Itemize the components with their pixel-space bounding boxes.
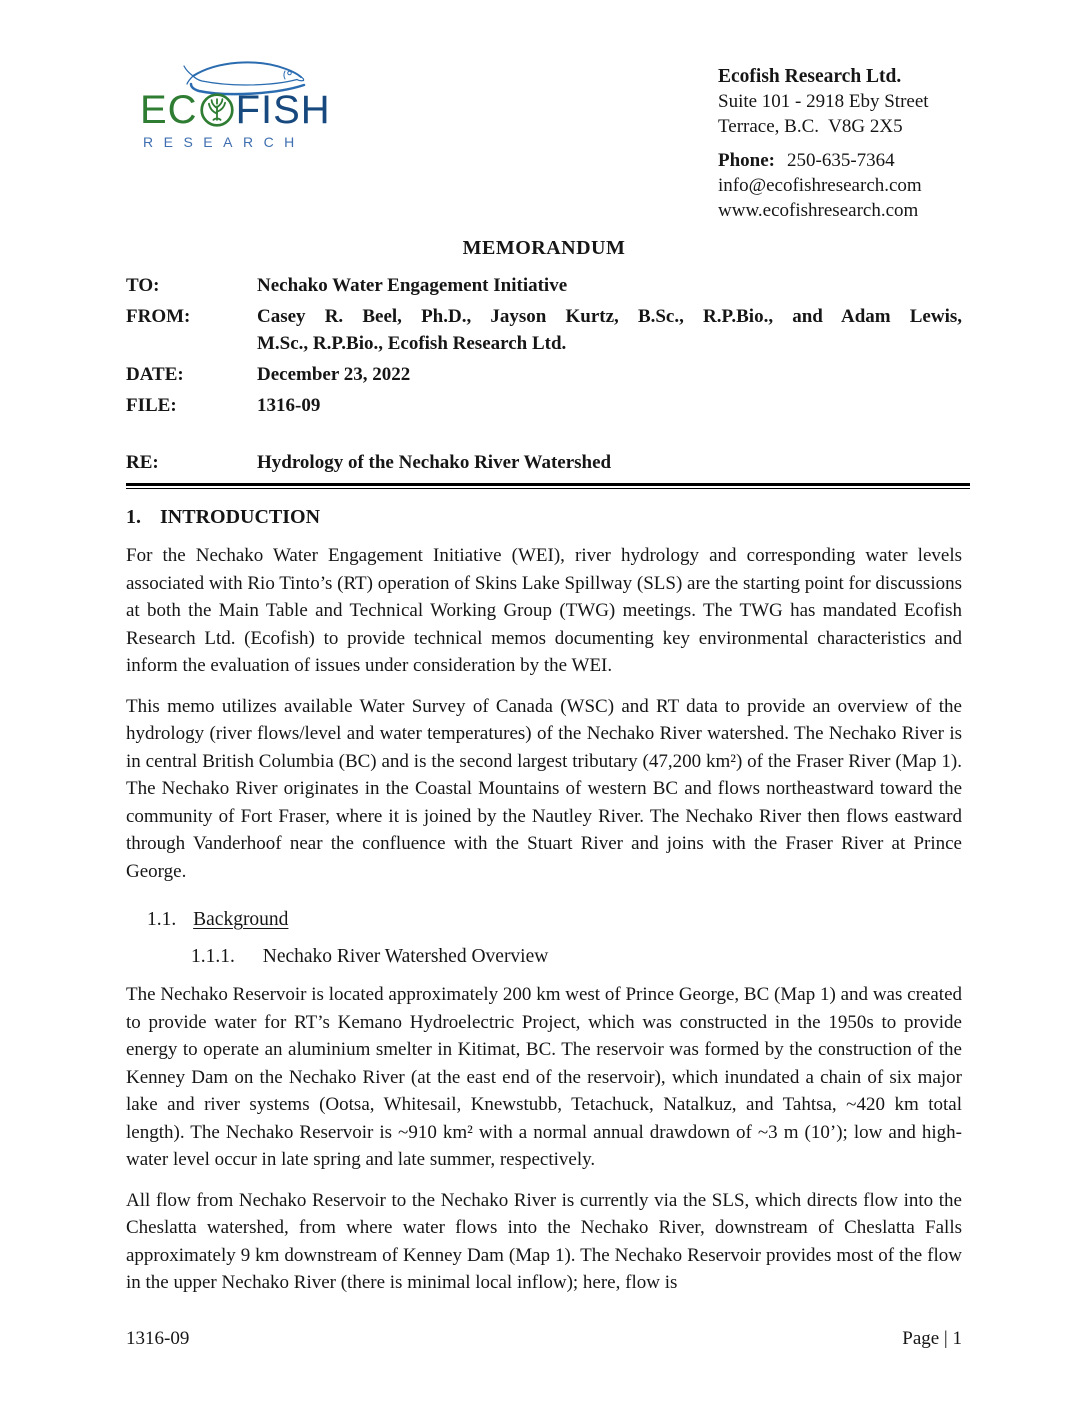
memo-row-file: [126, 392, 962, 419]
memo-row-re: [126, 449, 962, 476]
file-label: FILE:: [126, 395, 177, 416]
to-value: Nechako Water Engagement Initiative: [257, 275, 568, 296]
page-footer: [126, 1328, 962, 1350]
from-value-line1: Casey R. Beel, Ph.D., Jayson Kurtz, B.Sc., R.P.Bio., and Adam Lewis,: [257, 306, 962, 327]
memo-row-from: [126, 303, 962, 357]
date-value: December 23, 2022: [257, 364, 411, 385]
company-website: www.ecofishresearch.com: [718, 200, 919, 221]
heading-background: [126, 909, 962, 931]
from-value-line2: M.Sc., R.P.Bio., Ecofish Research Ltd.: [257, 333, 567, 354]
paragraph-1: For the Nechako Water Engagement Initiative (WEI), river hydrology and corresponding water levels associated with Rio Tinto’s (RT) operation of Skins Lake Spillway (SLS) are the starting point for discussions at both the Main Table and Technical Working Group (TWG) meetings. The TWG has mandated Ecofish Research Ltd. (Ecofish) to provide technical memos documenting key environmental characteristics and inform the evaluation of issues under consideration by the WEI.: [126, 545, 962, 676]
heading-title: INTRODUCTION: [160, 506, 321, 528]
from-label: FROM:: [126, 306, 191, 327]
phone-number: 250-635-7364: [787, 150, 895, 171]
heading-number: 1.1.1.: [191, 946, 235, 967]
re-label: RE:: [126, 452, 159, 473]
company-contact-block: [718, 56, 962, 223]
company-email: info@ecofishresearch.com: [718, 175, 922, 196]
company-address-line1: Suite 101 - 2918 Eby Street: [718, 91, 929, 112]
logo-text-fish: FISH: [235, 88, 331, 132]
page-header: [126, 56, 962, 223]
heading-introduction: [126, 506, 962, 529]
memo-title: MEMORANDUM: [462, 237, 626, 259]
logo-text-ec: EC: [140, 88, 198, 132]
from-value: [257, 303, 962, 357]
logo-text-research: RESEARCH: [143, 134, 305, 150]
paragraph-2: This memo utilizes available Water Survey of Canada (WSC) and RT data to provide an overview of the hydrology (river flows/level and water temperatures) of the Nechako River watershed. The Nechako River is in central British Columbia (BC) and is the second largest tributary (47,200 km²) of the Fraser River (Map 1). The Nechako River originates in the Coastal Mountains of western BC and flows northeastward toward the community of Fort Fraser, where it is joined by the Nautley River. The Nechako River then flows eastward through Vanderhoof near the confluence with the Stuart River and joins with the Fraser River at Prince George.: [126, 695, 962, 882]
date-label: DATE:: [126, 364, 184, 385]
heading-number: 1.: [126, 506, 141, 528]
ecofish-logo: [126, 56, 456, 150]
paragraph-4: All flow from Nechako Reservoir to the Nechako River is currently via the SLS, which directs flow into the Cheslatta watershed, from where water flows into the Nechako River, downstream of Cheslatta Falls approximately 9 km downstream of Kenney Dam (Map 1). The Nechako Reservoir provides most of the flow in the upper Nechako River (there is minimal local inflow); here, flow is: [126, 1189, 962, 1293]
phone-label: Phone:: [718, 150, 775, 171]
to-label: TO:: [126, 275, 160, 296]
file-value: 1316-09: [257, 395, 321, 416]
company-phone: [718, 148, 962, 173]
header-divider: [126, 483, 970, 489]
company-address-line2: Terrace, B.C. V8G 2X5: [718, 116, 903, 137]
footer-page-number: Page | 1: [902, 1328, 962, 1349]
company-name: Ecofish Research Ltd.: [718, 66, 902, 87]
paragraph-3: The Nechako Reservoir is located approximately 200 km west of Prince George, BC (Map 1) and was created to provide water for RT’s Kemano Hydroelectric Project, which was constructed in the 1950s to provide energy to operate an aluminium smelter in Kitimat, BC. The reservoir was formed by the construction of the Kenney Dam on the Nechako River (at the east end of the reservoir), which inundated a chain of six major lake and river systems (Ootsa, Whitesail, Knewstubb, Tetachuck, Natalkuz, and Tahtsa, ~420 km total length). The Nechako Reservoir is ~910 km² with a normal annual drawdown of ~3 m (10’); low and high-water level occur in late spring and late summer, respectively.: [126, 984, 962, 1170]
heading-title: Nechako River Watershed Overview: [262, 946, 549, 967]
heading-watershed-overview: [126, 946, 962, 968]
memo-row-to: [126, 272, 962, 299]
tree-icon: [199, 92, 235, 128]
logo-wordmark: [140, 90, 456, 130]
re-value: Hydrology of the Nechako River Watershed: [257, 452, 612, 473]
heading-title: Background: [193, 909, 289, 930]
memo-row-date: [126, 361, 962, 388]
footer-file-number: 1316-09: [126, 1328, 190, 1349]
heading-number: 1.1.: [147, 909, 177, 930]
memo-header-fields: [126, 272, 962, 489]
